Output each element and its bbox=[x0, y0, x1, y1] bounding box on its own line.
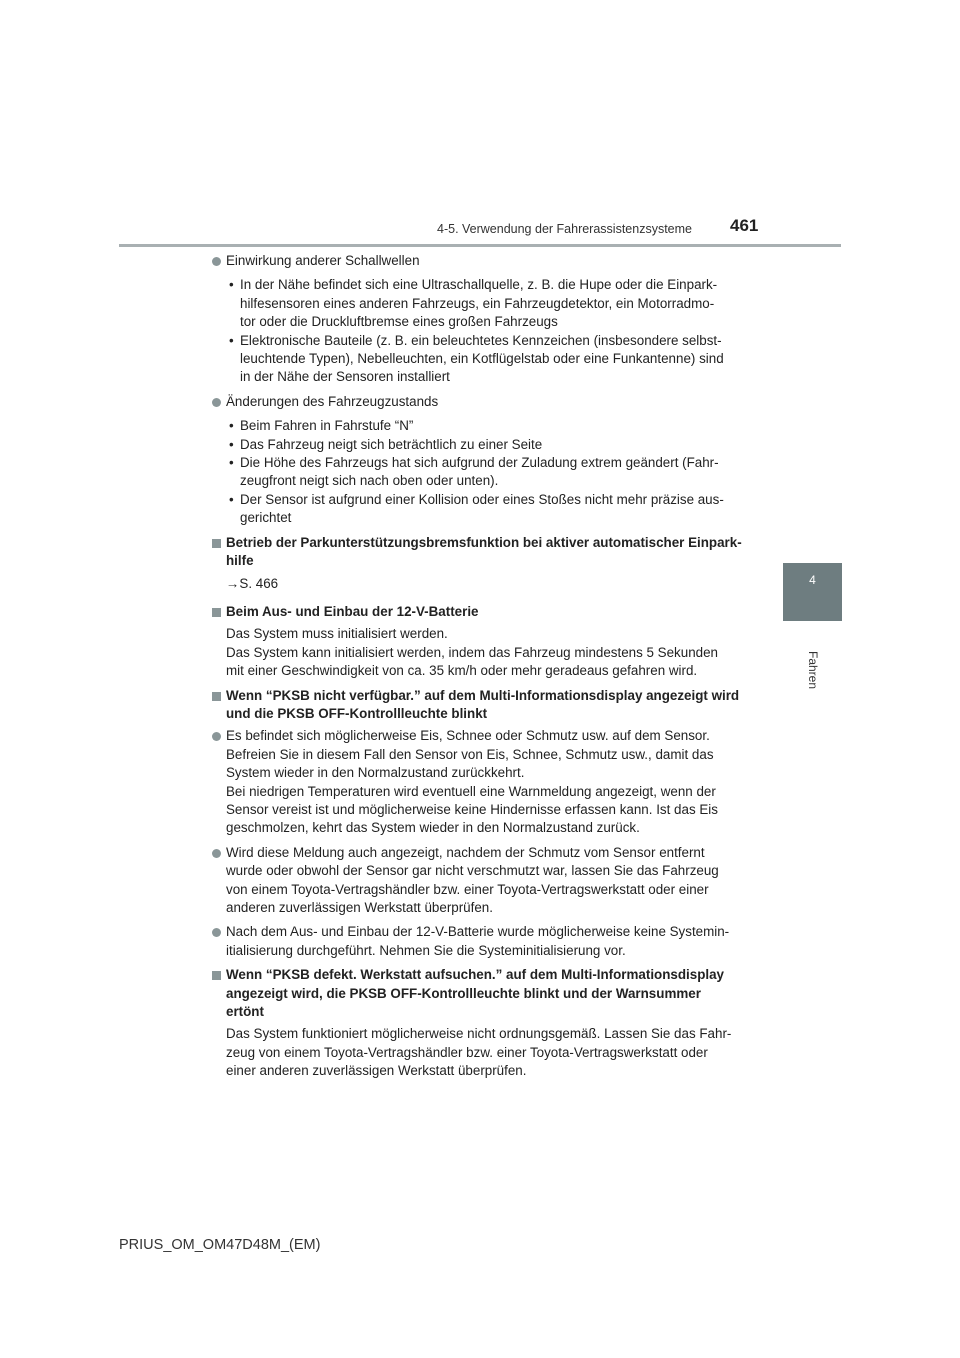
paragraph: Das System funktioniert möglicherweise nicht ordnungsgemäß. Lassen Sie das Fahr- zeug von einem Toyota-Vertragshändler bzw. einer Toyota-Vertragswerkstatt oder einer anderen zuverlässigen Werkstatt überprüfen. bbox=[226, 1026, 732, 1079]
condition-heading bbox=[211, 252, 751, 270]
list-item: Es befindet sich möglicherweise Eis, Schnee oder Schmutz usw. auf dem Sensor. Befreien Sie in diesem Fall den Sensor von Eis, Schnee, Schmutz usw., damit das System wieder in den Normalzustand zurückkehrt. Bei niedrigen Temperaturen wird eventuell eine Warnmeldung angezeigt, wenn der Sensor vereist ist und möglicherweise keine Hindernisse erfassen kann. Ist das Eis geschmolzen, kehrt das System wieder in den Normalzustand zurück. bbox=[211, 727, 751, 837]
list-item: • Beim Fahren in Fahrstufe “N” bbox=[226, 417, 751, 435]
condition-list bbox=[226, 276, 751, 386]
square-bullet-icon bbox=[212, 608, 221, 617]
circle-bullet-icon bbox=[212, 849, 221, 858]
dot-bullet-icon: • bbox=[229, 491, 234, 507]
list-item: • Die Höhe des Fahrzeugs hat sich aufgrund der Zuladung extrem geändert (Fahr- zeugfront neigt sich nach oben oder unten). bbox=[229, 455, 719, 489]
section-heading: Wenn “PKSB defekt. Werkstatt aufsuchen.” auf dem Multi-Informationsdisplay angezeigt wird, die PKSB OFF-Kontrollleuchte blinkt und der Warnsummer ertönt bbox=[211, 966, 751, 1021]
chapter-name: Fahren bbox=[806, 650, 820, 690]
list-item: • In der Nähe befindet sich eine Ultraschallquelle, z. B. die Hupe oder die Einpark- hilfesensoren eines anderen Fahrzeugs, ein Fahrzeugdetektor, ein Motorradmo- tor oder die Druckluftbremse eines großen Fahrzeugs bbox=[229, 277, 718, 330]
circle-bullet-icon bbox=[212, 732, 221, 741]
section-heading: Betrieb der Parkunterstützungsbremsfunktion bei aktiver automatischer Einpark- hilfe bbox=[211, 534, 751, 571]
list-item: • Der Sensor ist aufgrund einer Kollision oder eines Stoßes nicht mehr präzise aus- gerichtet bbox=[229, 491, 724, 526]
chapter-label bbox=[788, 640, 838, 700]
page-content bbox=[211, 252, 751, 1087]
section-heading: Wenn “PKSB nicht verfügbar.” auf dem Multi-Informationsdisplay angezeigt wird und die PKSB OFF-Kontrollleuchte blinkt bbox=[211, 687, 751, 724]
condition-heading bbox=[211, 393, 751, 411]
document-code: PRIUS_OM_OM47D48M_(EM) bbox=[119, 1237, 321, 1253]
circle-bullet-icon bbox=[212, 257, 221, 266]
list-item: Wird diese Meldung auch angezeigt, nachdem der Schmutz vom Sensor entfernt wurde oder obwohl der Sensor gar nicht verschmutzt war, lassen Sie das Fahrzeug von einem Toyota-Vertragshändler bzw. einer Toyota-Vertragswerkstatt oder einer anderen zuverlässigen Werkstatt überprüfen. bbox=[211, 844, 751, 918]
page-number: 461 bbox=[730, 216, 759, 235]
square-bullet-icon bbox=[212, 539, 221, 548]
page-reference[interactable]: →S. 466 bbox=[226, 575, 279, 591]
chapter-tab bbox=[783, 563, 842, 621]
square-bullet-icon bbox=[212, 692, 221, 701]
paragraph: Das System muss initialisiert werden. Das System kann initialisiert werden, indem das Fahrzeug mindestens 5 Sekunden mit einer Geschwindigkeit von ca. 35 km/h oder mehr geradeaus gefahren wird. bbox=[226, 626, 718, 679]
square-bullet-icon bbox=[212, 971, 221, 980]
list-item: • Elektronische Bauteile (z. B. ein beleuchtetes Kennzeichen (insbesondere selbst- leuchtende Typen), Nebelleuchten, ein Kotflügelstab oder eine Funkantenne) sind in der Nähe der Sensoren installiert bbox=[229, 332, 724, 385]
dot-bullet-icon: • bbox=[229, 436, 234, 452]
dot-bullet-icon: • bbox=[229, 455, 234, 471]
dot-bullet-icon: • bbox=[229, 418, 234, 434]
condition-list bbox=[226, 417, 751, 527]
circle-bullet-icon bbox=[212, 928, 221, 937]
condition-heading-text: Änderungen des Fahrzeugzustands bbox=[226, 393, 439, 409]
list-item: Nach dem Aus- und Einbau der 12-V-Batterie wurde möglicherweise keine Systemin- itialisierung durchgeführt. Nehmen Sie die Systeminitialisierung vor. bbox=[211, 923, 751, 960]
dot-bullet-icon: • bbox=[229, 332, 234, 348]
section-title: 4-5. Verwendung der Fahrerassistenzsysteme bbox=[437, 222, 692, 236]
circle-bullet-icon bbox=[212, 398, 221, 407]
condition-heading-text: Einwirkung anderer Schallwellen bbox=[226, 253, 420, 268]
list-item: • Das Fahrzeug neigt sich beträchtlich zu einer Seite bbox=[226, 436, 751, 454]
dot-bullet-icon: • bbox=[229, 277, 234, 293]
header-divider bbox=[119, 244, 841, 247]
chapter-number: 4 bbox=[809, 573, 816, 587]
section-heading: Beim Aus- und Einbau der 12-V-Batterie bbox=[211, 603, 751, 621]
